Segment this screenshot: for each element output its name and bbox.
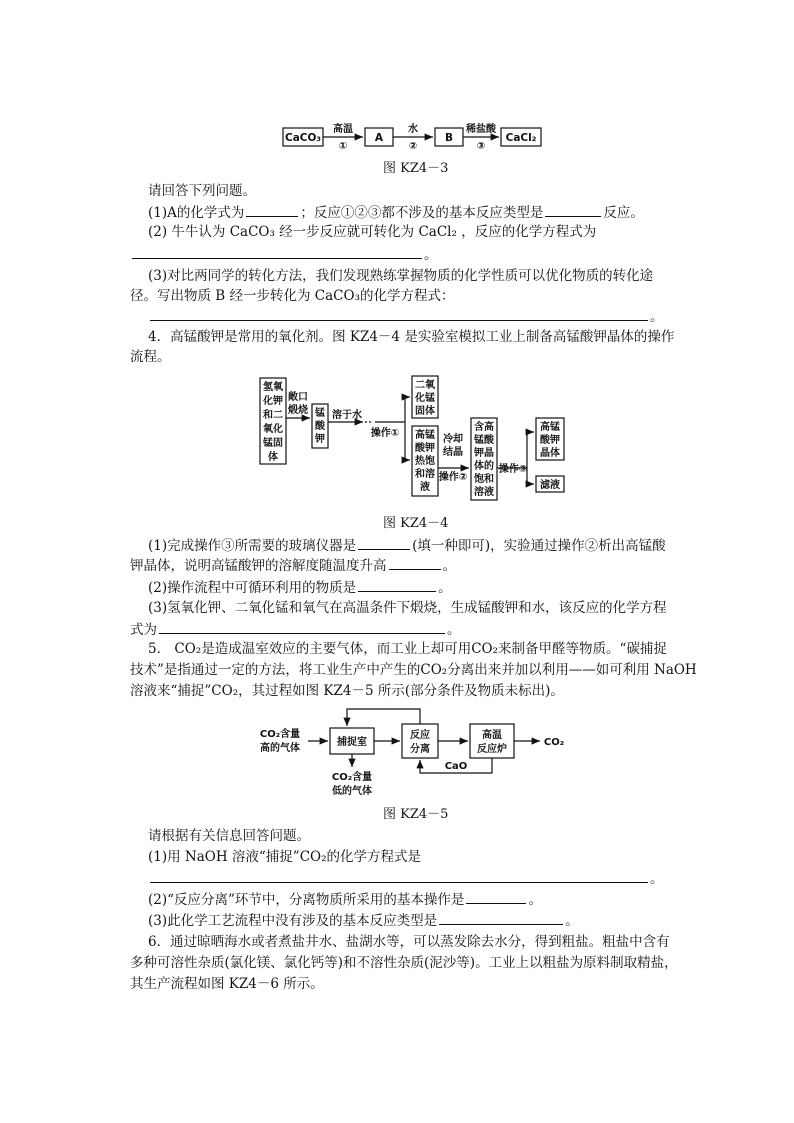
box-mno2-solid-line: 固体 (415, 406, 435, 417)
operation-3-label: 操作③ (498, 464, 528, 475)
box-koh-mno2-line: 和二 (263, 410, 283, 421)
q4-line2: 流程。 (130, 349, 171, 365)
box-filtrate-label: 滤液 (540, 480, 560, 491)
box-kmno4-line: 晶体 (540, 448, 560, 459)
q5-intro: 请根据有关信息回答问题。 (148, 828, 310, 844)
arrow-cool-label: 结晶 (443, 447, 463, 458)
q3-part2-b: 。 (424, 247, 438, 263)
q5-line1: 5． CO₂是造成温室效应的主要气体，而工业上却可用CO₂来制备甲醛等物质。“碳捕捉 (148, 641, 667, 657)
q3-part3-answer (148, 306, 664, 327)
box-k2mno4-line: 钾 (315, 434, 325, 445)
box-koh-mno2-line: 氧化 (263, 424, 283, 435)
box-crystals-line: 体的 (474, 461, 494, 472)
low-gas-label: CO₂含量 (331, 772, 373, 783)
output-co2-label: CO₂ (543, 737, 565, 748)
answer-blank-q3-3[interactable] (150, 306, 648, 321)
arrow-calcine-label: 煅烧 (288, 405, 308, 416)
answer-blank-q3-1b[interactable] (545, 202, 601, 217)
box-hot-solution-line: 和溶 (415, 469, 435, 480)
box-koh-mno2-line: 化钾 (263, 396, 283, 407)
low-gas-label: 低的气体 (332, 786, 372, 797)
answer-blank-q4-2[interactable] (358, 577, 436, 592)
box-crystals-line: 钾晶 (474, 448, 494, 459)
q5-part3 (148, 910, 579, 931)
arrow-1-bottom: ① (338, 141, 348, 152)
box-hot-solution-line: 液 (420, 482, 430, 493)
q5-part3-a: (3)此化学工艺流程中没有涉及的基本反应类型是 (148, 913, 438, 929)
q3-part2-answer (130, 244, 438, 265)
box-separation-label: 反应 (410, 730, 430, 741)
input-gas-label: 高的气体 (260, 743, 300, 754)
box-caco3-label: CaCO₃ (284, 132, 322, 144)
arrow-cool-label: 冷却 (443, 434, 463, 445)
box-separation-label: 分离 (410, 744, 430, 755)
q6-line3: 其生产流程如图 KZ4－6 所示。 (130, 976, 324, 992)
box-a-label: A (374, 132, 384, 144)
q3-part2-a: (2) 牛牛认为 CaCO₃ 经一步反应就可转化为 CaCl₂ ，反应的化学方程式为 (148, 224, 597, 240)
q4-part1 (148, 535, 666, 556)
arrow-2-top: 水 (408, 124, 418, 135)
q4-part3 (130, 619, 461, 640)
q4-part3-a: (3)氢氧化钾、二氧化锰和氧气在高温条件下煅烧，生成锰酸钾和水，该反应的化学方程 (148, 600, 667, 616)
figure-kz4-5 (250, 703, 580, 798)
q3-part3-a: (3)对比两同学的转化方法，我们发现熟练掌握物质的化学性质可以优化物质的转化途 (148, 268, 654, 284)
q5-line2: 技术”是指通过一定的方法，将工业生产中产生的CO₂分离出来并加以利用——如可利用 NaOH (130, 662, 697, 678)
operation-1-label: 操作① (370, 428, 400, 439)
box-kmno4-line: 高锰 (540, 422, 560, 433)
answer-blank-q3-2[interactable] (132, 244, 422, 259)
box-b-label: B (444, 132, 454, 144)
q3-part1 (148, 202, 644, 223)
box-crystals-line: 溶液 (474, 487, 494, 498)
box-furnace-label: 高温 (482, 730, 502, 741)
q4-part3-c: 。 (447, 622, 461, 638)
arrow-calcine-label: 敞口 (288, 392, 308, 403)
cao-label: CaO (444, 761, 468, 772)
box-mno2-solid-line: 化锰 (415, 393, 435, 404)
box-hot-solution-line: 高锰 (415, 430, 435, 441)
arrow-1-top: 高温 (333, 124, 353, 135)
answer-blank-q3-1a[interactable] (246, 202, 298, 217)
q3-part3-c: 。 (650, 309, 664, 325)
box-mno2-solid-line: 二氧 (415, 380, 435, 391)
answer-blank-q5-3[interactable] (439, 910, 563, 925)
box-hot-solution-line: 热饱 (415, 456, 435, 467)
q4-part2-b: 。 (438, 580, 452, 596)
box-cacl2-label: CaCl₂ (505, 132, 537, 144)
box-capture-label: 捕捉室 (337, 737, 367, 748)
q3-part1-a: (1)A的化学式为 (148, 205, 245, 221)
q4-part1-b: (填一种即可)，实验通过操作②析出高锰酸 (412, 538, 666, 554)
q4-part2 (148, 577, 452, 598)
answer-blank-q4-3[interactable] (159, 619, 445, 634)
operation-2-label: 操作② (438, 472, 468, 483)
q5-part1-b: 。 (650, 871, 664, 887)
arrow-2-bottom: ② (408, 141, 418, 152)
q5-part1-answer (148, 868, 664, 889)
q5-part2-b: 。 (528, 892, 542, 908)
figure-kz4-4 (255, 370, 575, 505)
box-koh-mno2-line: 氢氧 (263, 382, 283, 393)
arrow-dissolve-label: 溶于水 (332, 410, 362, 421)
answer-blank-q4-1b[interactable] (389, 555, 441, 570)
q3-part1-c: 反应。 (603, 205, 644, 221)
q4-part2-a: (2)操作流程中可循环利用的物质是 (148, 580, 357, 596)
caption-kz4-5: 图 KZ4－5 (383, 807, 449, 822)
box-koh-mno2-line: 锰固 (263, 438, 283, 449)
caption-kz4-3: 图 KZ4－3 (383, 161, 449, 176)
q3-part3-b: 径。写出物质 B 经一步转化为 CaCO₃的化学方程式： (130, 288, 455, 304)
answer-blank-q4-1a[interactable] (358, 535, 410, 550)
box-furnace-label: 反应炉 (477, 744, 507, 755)
q4-part1-a: (1)完成操作③所需要的玻璃仪器是 (148, 538, 357, 554)
caption-kz4-4: 图 KZ4－4 (383, 516, 449, 531)
box-crystals-line: 饱和 (474, 474, 494, 485)
q5-line3: 溶液来“捕捉”CO₂，其过程如图 KZ4－5 所示(部分条件及物质未标出)。 (130, 683, 564, 699)
answer-blank-q5-2[interactable] (466, 889, 526, 904)
box-crystals-line: 锰酸 (474, 435, 494, 446)
q4-part1-c: 钾晶体，说明高锰酸钾的溶解度随温度升高 (130, 558, 387, 574)
q3-intro: 请回答下列问题。 (148, 183, 256, 199)
q5-part2-a: (2)“反应分离”环节中，分离物质所采用的基本操作是 (148, 892, 465, 908)
q4-part1-d: 。 (442, 558, 456, 574)
box-k2mno4-line: 锰 (315, 408, 325, 419)
box-k2mno4-line: 酸 (315, 421, 325, 432)
q5-part3-b: 。 (565, 913, 579, 929)
box-kmno4-line: 酸钾 (540, 435, 560, 446)
box-hot-solution-line: 酸钾 (415, 443, 435, 454)
q6-line2: 多种可溶性杂质(氯化镁、氯化钙等)和不溶性杂质(泥沙等)。工业上以粗盐为原料制取精盐， (130, 955, 678, 971)
q4-part1-cont (130, 555, 456, 576)
q4-line1: 4．高锰酸钾是常用的氧化剂。图 KZ4－4 是实验室模拟工业上制备高锰酸钾晶体的操作 (148, 329, 675, 345)
q6-line1: 6．通过晾晒海水或者煮盐井水、盐湖水等，可以蒸发除去水分，得到粗盐。粗盐中含有 (148, 934, 670, 950)
box-koh-mno2-line: 体 (268, 452, 278, 463)
q3-part1-b: ；反应①②③都不涉及的基本反应类型是 (300, 205, 544, 221)
answer-blank-q5-1[interactable] (150, 868, 648, 883)
arrow-3-top: 稀盐酸 (466, 124, 496, 135)
box-crystals-line: 含高 (474, 422, 494, 433)
q4-part3-b: 式为 (130, 622, 157, 638)
arrow-3-bottom: ③ (476, 141, 486, 152)
input-gas-label: CO₂含量 (259, 729, 301, 740)
q5-part2 (148, 889, 542, 910)
q5-part1-a: (1)用 NaOH 溶液“捕捉”CO₂的化学方程式是 (148, 849, 422, 865)
figure-kz4-3 (280, 118, 550, 154)
